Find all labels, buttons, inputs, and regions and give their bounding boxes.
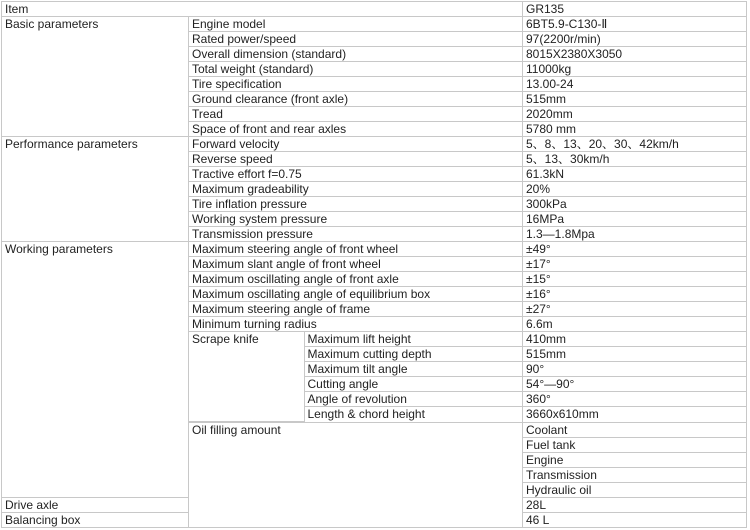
param-value: ±16° [523, 287, 747, 302]
param-value: 300kPa [523, 197, 747, 212]
section-basic-title: Basic parameters [2, 17, 189, 137]
param-value: 5、8、13、20、30、42km/h [523, 137, 747, 152]
header-item-cell: Item [2, 2, 523, 17]
table-row [2, 242, 747, 257]
table-row [523, 347, 746, 362]
param-label: Tread [189, 107, 523, 122]
param-label: Tire specification [189, 77, 523, 92]
param-value: 54°—90° [523, 377, 746, 392]
param-value: 28L [523, 497, 747, 512]
header-model-cell: GR135 [523, 2, 747, 17]
param-label: Drive axle [2, 497, 189, 512]
param-value: ±49° [523, 242, 747, 257]
param-value: 8015X2380X3050 [523, 47, 747, 62]
table-row [523, 332, 746, 347]
table-row [523, 362, 746, 377]
param-label: Ground clearance (front axle) [189, 92, 523, 107]
section-oil-title: Oil filling amount [189, 422, 523, 527]
param-label: Engine [523, 452, 747, 467]
param-value: ±27° [523, 302, 747, 317]
param-label: Balancing box [2, 512, 189, 527]
param-value: 6BT5.9-C130-Ⅱ [523, 17, 747, 32]
param-value: ±15° [523, 272, 747, 287]
param-value: 5、13、30km/h [523, 152, 747, 167]
param-label: Engine model [189, 17, 523, 32]
param-label: Working system pressure [189, 212, 523, 227]
param-value: 3660x610mm [523, 407, 746, 422]
scrape-knife-label: Scrape knife [189, 332, 304, 421]
spec-table [1, 1, 747, 528]
table-row [523, 392, 746, 407]
param-label: Tire inflation pressure [189, 197, 523, 212]
table-row [189, 332, 523, 347]
param-label: Rated power/speed [189, 32, 523, 47]
scrape-knife-group [189, 332, 523, 423]
table-row [523, 407, 746, 422]
param-label: Maximum lift height [304, 332, 523, 347]
table-row [2, 137, 747, 152]
param-label: Transmission [523, 467, 747, 482]
param-label: Hydraulic oil [523, 482, 747, 497]
scrape-knife-values [523, 332, 747, 423]
param-label: Tractive effort f=0.75 [189, 167, 523, 182]
param-value: 46 L [523, 512, 747, 527]
spec-table-container [1, 1, 747, 528]
param-label: Forward velocity [189, 137, 523, 152]
param-label: Maximum oscillating angle of front axle [189, 272, 523, 287]
param-label: Minimum turning radius [189, 317, 523, 332]
param-value: 61.3kN [523, 167, 747, 182]
param-label: Maximum oscillating angle of equilibrium box [189, 287, 523, 302]
param-value: 360° [523, 392, 746, 407]
param-label: Maximum steering angle of front wheel [189, 242, 523, 257]
scrape-knife-value-table [523, 332, 746, 421]
param-value: 97(2200r/min) [523, 32, 747, 47]
table-row [523, 377, 746, 392]
param-label: Maximum gradeability [189, 182, 523, 197]
param-value: 5780 mm [523, 122, 747, 137]
param-label: Space of front and rear axles [189, 122, 523, 137]
param-value: 2020mm [523, 107, 747, 122]
param-value: 410mm [523, 332, 746, 347]
param-value: ±17° [523, 257, 747, 272]
section-performance-title: Performance parameters [2, 137, 189, 242]
param-value: 515mm [523, 347, 746, 362]
param-value: 16MPa [523, 212, 747, 227]
param-value: 1.3—1.8Mpa [523, 227, 747, 242]
param-label: Transmission pressure [189, 227, 523, 242]
param-value: 20% [523, 182, 747, 197]
param-value: 515mm [523, 92, 747, 107]
param-label: Reverse speed [189, 152, 523, 167]
param-label: Coolant [523, 422, 747, 437]
param-label: Fuel tank [523, 437, 747, 452]
param-value: 6.6m [523, 317, 747, 332]
param-label: Maximum tilt angle [304, 362, 523, 377]
param-value: 90° [523, 362, 746, 377]
scrape-knife-table [189, 332, 523, 422]
param-label: Angle of revolution [304, 392, 523, 407]
param-label: Maximum slant angle of front wheel [189, 257, 523, 272]
param-label: Cutting angle [304, 377, 523, 392]
header-row [2, 2, 747, 17]
section-working-title: Working parameters [2, 242, 189, 498]
param-label: Maximum steering angle of frame [189, 302, 523, 317]
param-label: Overall dimension (standard) [189, 47, 523, 62]
param-label: Total weight (standard) [189, 62, 523, 77]
table-row [2, 17, 747, 32]
param-value: 11000kg [523, 62, 747, 77]
param-label: Length & chord height [304, 407, 523, 422]
param-value: 13.00-24 [523, 77, 747, 92]
param-label: Maximum cutting depth [304, 347, 523, 362]
